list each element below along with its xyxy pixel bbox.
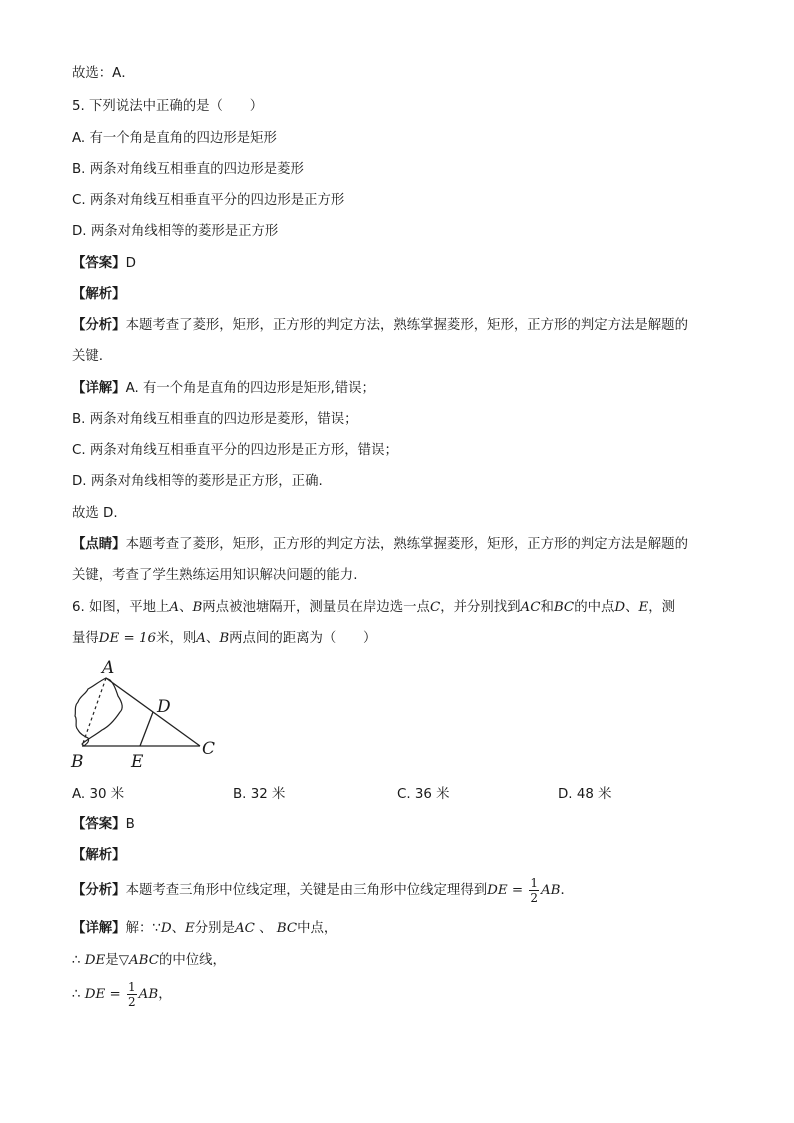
question-6-answer bbox=[72, 816, 135, 834]
analysis-tag: 【分析】 bbox=[72, 318, 126, 333]
answer-value: D bbox=[125, 256, 136, 271]
comment-line-1: 【点睛】本题考查了菱形，矩形，正方形的判定方法，熟练掌握菱形，矩形，正方形的判定方法是解题的 bbox=[72, 537, 688, 552]
answer-value: B bbox=[125, 817, 135, 832]
pond-triangle-figure bbox=[68, 656, 218, 772]
question-6-stem-line-2: 量得DE = 16米，则A、B两点间的距离为（ ） bbox=[72, 631, 377, 646]
detail-line-b: B. 两条对角线互相垂直的四边形是菱形，错误； bbox=[72, 412, 358, 427]
comment-line-2: 关键，考查了学生熟练运用知识解决问题的能力. bbox=[72, 568, 358, 583]
question-5-option-d: D. 两条对角线相等的菱形是正方形 bbox=[72, 224, 279, 239]
question-6-option-c: C. 36 米 bbox=[397, 787, 450, 802]
question-6-option-d: D. 48 米 bbox=[558, 787, 612, 802]
detail-line-c: C. 两条对角线互相垂直平分的四边形是正方形，错误； bbox=[72, 443, 398, 458]
detail-midline: ∴ DE是▽ABC的中位线， bbox=[72, 953, 226, 968]
fraction-one-half: $\frac{1}{2}$ bbox=[530, 875, 538, 905]
analysis-heading: 【解析】 bbox=[72, 848, 126, 863]
answer-tag: 【答案】 bbox=[72, 256, 126, 271]
analysis-heading: 【解析】 bbox=[72, 287, 126, 302]
question-6-option-b: B. 32 米 bbox=[233, 787, 286, 802]
conclusion-d: 故选 D. bbox=[72, 506, 118, 521]
label-a: A bbox=[102, 658, 115, 678]
answer-tag: 【答案】 bbox=[72, 817, 126, 832]
pond-outline bbox=[75, 678, 122, 746]
detail-relation: ∴ DE = $\frac{1}{2}$ AB， bbox=[72, 979, 172, 1009]
detail-line-a: 【详解】A. 有一个角是直角的四边形是矩形,错误； bbox=[72, 381, 375, 396]
label-d: D bbox=[157, 697, 171, 717]
fraction-one-half: $\frac{1}{2}$ bbox=[128, 979, 136, 1009]
segment-de bbox=[140, 712, 153, 746]
label-c: C bbox=[202, 739, 216, 759]
question-6-option-a: A. 30 米 bbox=[72, 787, 125, 802]
question-5-answer bbox=[72, 255, 136, 273]
detail-tag: 【详解】 bbox=[72, 921, 126, 936]
question-5-option-b: B. 两条对角线互相垂直的四边形是菱形 bbox=[72, 162, 304, 177]
question-6-stem-line-1: 6. 如图，平地上A、B两点被池塘隔开，测量员在岸边选一点C，并分别找到AC和BC的中点D、E，测 bbox=[72, 600, 676, 615]
label-e: E bbox=[131, 752, 144, 772]
analysis-midline-theorem: 【分析】本题考查三角形中位线定理，关键是由三角形中位线定理得到DE = $\frac{1}{2}$ AB． bbox=[72, 875, 574, 905]
question-5-stem: 5. 下列说法中正确的是（ ） bbox=[72, 99, 264, 114]
analysis-text-line-1: 【分析】本题考查了菱形，矩形，正方形的判定方法，熟练掌握菱形，矩形，正方形的判定方法是解题的 bbox=[72, 318, 688, 333]
conclusion-line: 故选：A． bbox=[72, 66, 135, 81]
detail-tag: 【详解】 bbox=[72, 381, 126, 396]
label-b: B bbox=[71, 752, 84, 772]
detail-midpoints: 【详解】解：∵D、E分别是AC 、 BC中点， bbox=[72, 921, 338, 936]
analysis-text-line-2: 关键. bbox=[72, 349, 104, 364]
detail-line-d: D. 两条对角线相等的菱形是正方形，正确. bbox=[72, 474, 323, 489]
question-5-option-a: A. 有一个角是直角的四边形是矩形 bbox=[72, 131, 277, 146]
analysis-tag: 【分析】 bbox=[72, 883, 126, 898]
comment-tag: 【点睛】 bbox=[72, 537, 126, 552]
question-5-option-c: C. 两条对角线互相垂直平分的四边形是正方形 bbox=[72, 193, 345, 208]
